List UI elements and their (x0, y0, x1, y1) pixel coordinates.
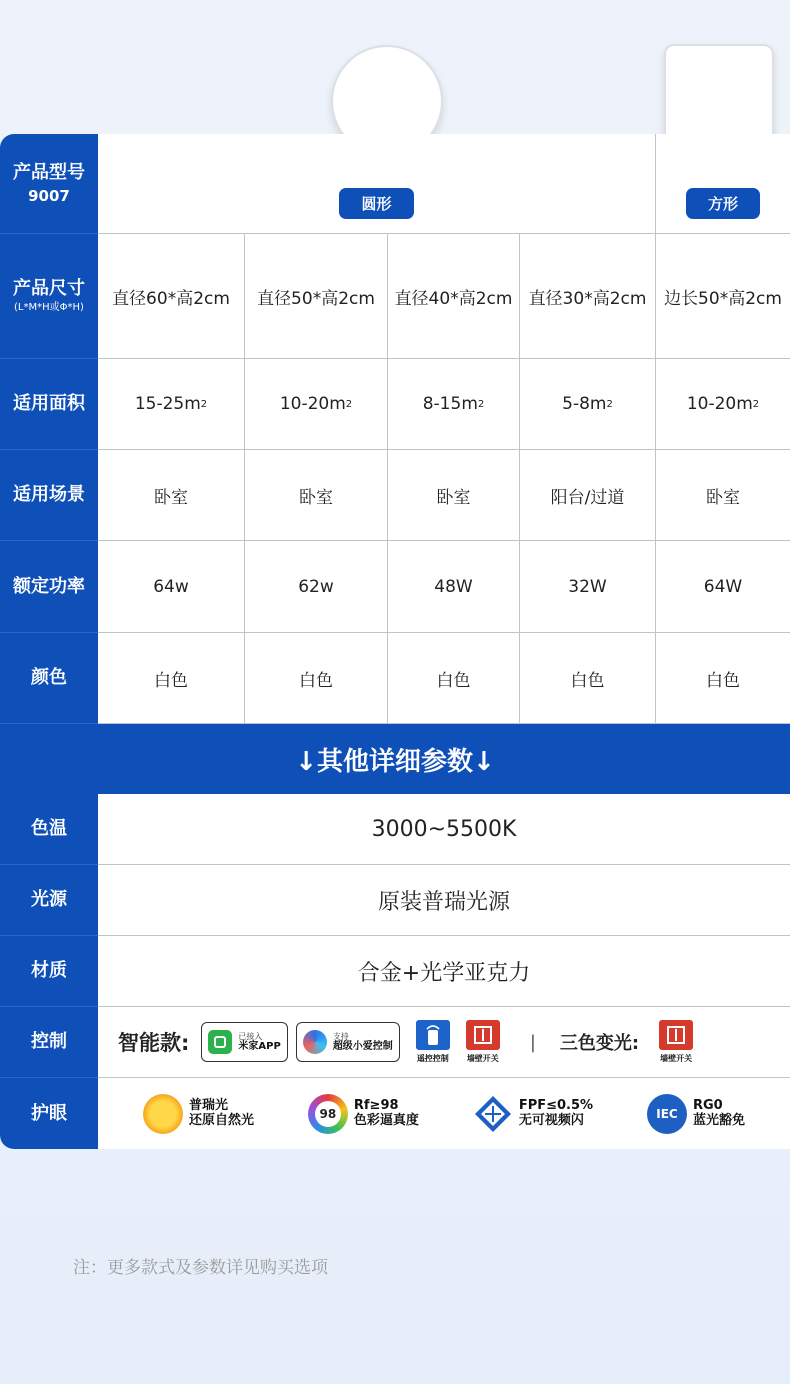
table-cell: 卧室 (244, 450, 387, 540)
table-cell: 直径40*高2cm (387, 234, 519, 358)
area-value: 10-20m (279, 394, 346, 414)
round-shape-tag: 圆形 (339, 188, 413, 219)
eye-item (143, 1094, 254, 1134)
wall-switch (466, 1020, 500, 1064)
header-label: 产品尺寸 (13, 277, 85, 299)
area-unit-sup: 2 (200, 398, 208, 410)
header-label: 适用场景 (13, 484, 85, 506)
table-cell: 白色 (244, 633, 387, 723)
area-value: 5-8m (562, 394, 607, 414)
header-label: 产品型号 (13, 161, 85, 183)
row-model (0, 134, 790, 234)
footnote: 注：更多款式及参数详见购买选项 (73, 1258, 328, 1278)
source-value: 原装普瑞光源 (98, 865, 790, 936)
table-cell (655, 359, 790, 449)
header-label: 控制 (31, 1031, 67, 1053)
area-unit-sup: 2 (477, 398, 485, 410)
row-header (0, 794, 98, 865)
table-cell: 64w (153, 576, 189, 597)
row-control (0, 1007, 790, 1078)
rf-icon-label: 98 (315, 1101, 341, 1127)
xiaoai-badge (296, 1022, 400, 1062)
tricolor-label: 三色变光: (559, 1033, 640, 1054)
table-cell: 边长50*高2cm (655, 234, 790, 358)
table-cell: 白色 (154, 670, 188, 691)
table-cell: 直径60*高2cm (112, 288, 230, 309)
eye-item (473, 1094, 593, 1134)
header-label: 色温 (31, 818, 67, 840)
model-number: 9007 (28, 187, 70, 206)
row-cells (98, 541, 790, 633)
header-label: 光源 (31, 889, 67, 911)
xiaoai-top: 支持 (332, 1031, 349, 1041)
mijia-icon (208, 1030, 232, 1054)
header-label: 额定功率 (13, 575, 85, 597)
spec-table (0, 134, 790, 1149)
row-cells (98, 450, 790, 541)
row-header (0, 541, 98, 633)
row-header (0, 359, 98, 450)
row-color (0, 633, 790, 724)
wall-switch-icon (466, 1020, 500, 1050)
table-cell: 白色 (655, 633, 790, 723)
remote-caption: 遥控控制 (416, 1054, 449, 1063)
row-header (0, 1007, 98, 1078)
mijia-badge (201, 1022, 287, 1062)
header-label: 护眼 (31, 1102, 67, 1124)
row-header (0, 234, 98, 359)
table-cell (98, 359, 244, 449)
area-unit-sup: 2 (606, 398, 613, 410)
row-cells (98, 633, 790, 724)
control-cell (98, 1007, 790, 1078)
header-label: 适用面积 (13, 393, 85, 415)
eye-line2: 蓝光豁免 (693, 1112, 746, 1128)
xiaoai-bottom: 超级小爱控制 (332, 1040, 393, 1052)
table-cell (387, 359, 519, 449)
table-cell: 48W (387, 541, 519, 632)
cct-value: 3000~5500K (98, 794, 790, 865)
table-cell (244, 359, 387, 449)
table-cell: 直径50*高2cm (244, 234, 387, 358)
row-header (0, 1078, 98, 1149)
eye-item (647, 1094, 745, 1134)
row-size (0, 234, 790, 359)
header-sub: (L*M*H或Φ*H) (14, 302, 84, 314)
eye-line2: 色彩逼真度 (353, 1112, 419, 1128)
mijia-bottom: 米家APP (238, 1040, 281, 1052)
row-cells (98, 359, 790, 450)
area-value: 8-15m (422, 394, 478, 414)
row-header (0, 936, 98, 1007)
eye-line2: 还原自然光 (188, 1112, 254, 1128)
wall-switch-caption: 墙壁开关 (466, 1054, 499, 1063)
area-unit-sup: 2 (752, 398, 760, 410)
eye-line1: 普瑞光 (188, 1097, 228, 1113)
material-value: 合金+光学亚克力 (98, 936, 790, 1007)
row-cells (98, 234, 790, 359)
table-cell: 白色 (519, 633, 655, 723)
row-header (0, 134, 98, 234)
table-cell: 64W (655, 541, 790, 632)
wall-switch-2 (659, 1020, 693, 1064)
row-scene (0, 450, 790, 541)
area-value: 15-25m (134, 394, 201, 414)
eye-line2: 无可视频闪 (518, 1112, 584, 1128)
table-cell: 阳台/过道 (519, 450, 655, 540)
table-cell (519, 359, 655, 449)
control-divider: | (529, 1031, 536, 1053)
header-label: 材质 (31, 960, 67, 982)
table-cell: 卧室 (655, 450, 790, 540)
header-label: 颜色 (31, 667, 67, 689)
wall-switch-icon (659, 1020, 693, 1050)
square-shape-cell (655, 134, 790, 233)
table-cell: 直径30*高2cm (519, 234, 655, 358)
eye-item (308, 1094, 419, 1134)
row-header (0, 450, 98, 541)
remote-icon (416, 1020, 450, 1050)
row-header (0, 633, 98, 724)
color-wheel-icon (308, 1094, 348, 1134)
row-header (0, 865, 98, 936)
flicker-free-icon (473, 1094, 513, 1134)
table-cell: 32W (519, 541, 655, 632)
eye-line1: Rf≥98 (353, 1097, 399, 1113)
remote-control (416, 1020, 450, 1064)
round-shape-cell (98, 134, 655, 233)
section-banner: ↓其他详细参数↓ (0, 724, 790, 794)
row-material (0, 936, 790, 1007)
table-cell: 卧室 (154, 487, 188, 508)
mijia-top: 已接入 (238, 1031, 263, 1041)
sun-icon (143, 1094, 183, 1134)
row-power (0, 541, 790, 633)
table-cell: 白色 (387, 633, 519, 723)
square-shape-tag: 方形 (686, 188, 760, 219)
table-cell: 卧室 (387, 450, 519, 540)
area-value: 10-20m (686, 394, 753, 414)
eye-cell (98, 1078, 790, 1149)
row-cct (0, 794, 790, 865)
table-cell: 62w (244, 541, 387, 632)
area-unit-sup: 2 (345, 398, 353, 410)
xiaoai-icon (303, 1030, 327, 1054)
smart-label: 智能款: (118, 1031, 190, 1055)
row-area (0, 359, 790, 450)
eye-line1: FPF≤0.5% (518, 1097, 594, 1113)
row-eye (0, 1078, 790, 1149)
wall-switch-caption: 墙壁开关 (660, 1054, 693, 1063)
eye-line1: RG0 (693, 1097, 723, 1113)
row-source (0, 865, 790, 936)
row-cells (98, 134, 790, 234)
iec-icon: IEC (647, 1094, 687, 1134)
